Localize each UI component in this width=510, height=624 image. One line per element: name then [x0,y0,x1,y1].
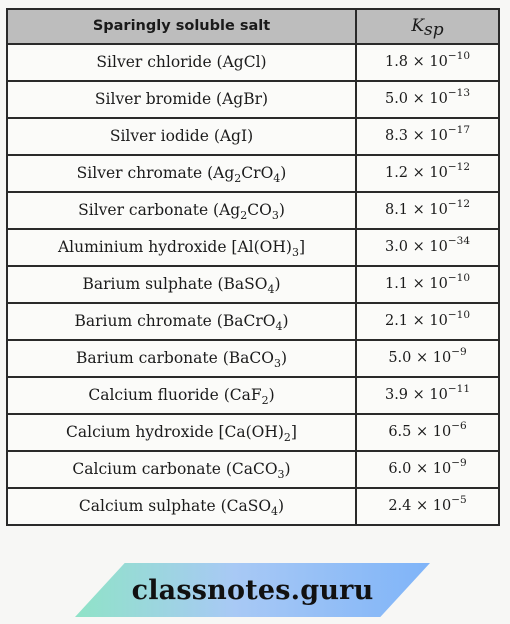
ksp-table [6,8,500,526]
ksp-value-cell [356,81,499,118]
ksp-exponent: −9 [451,346,467,359]
salt-name-part: Calcium carbonate (CaCO [72,459,278,478]
ksp-exponent: −11 [447,383,471,396]
salt-name-cell [7,340,356,377]
table-row [7,155,499,192]
ksp-exponent: −10 [447,309,471,322]
ksp-value-cell [356,192,499,229]
ksp-base: 10 [432,424,452,441]
ksp-mantissa: 1.2 [384,165,409,182]
salt-name-part: Calcium fluoride (CaF [88,385,262,404]
salt-name-cell [7,377,356,414]
salt-name: Silver iodide (AgI) [109,126,254,145]
times-sign: × [412,202,425,219]
formula-subscript: 4 [275,319,283,333]
ksp-mantissa: 2.4 [388,498,412,515]
salt-name-cell [7,303,356,340]
ksp-value-cell [356,229,499,266]
ksp-base: 10 [429,54,448,71]
times-sign: × [412,387,425,404]
column-header-salt: Sparingly soluble salt [7,9,356,44]
salt-name-part: Silver chromate (Ag [76,163,235,182]
salt-name-part: ) [268,385,275,404]
formula-subscript: 3 [271,208,279,222]
ksp-mantissa: 3.0 [384,239,409,256]
table-row [7,229,499,266]
ksp-mantissa: 1.8 [384,54,409,71]
ksp-value-cell [356,303,499,340]
ksp-base: 10 [432,498,452,515]
table-row [7,340,499,377]
ksp-base: 10 [429,239,448,256]
ksp-value-cell [356,451,499,488]
ksp-value-cell [356,44,499,81]
salt-name: Silver chloride (AgCl) [96,52,267,71]
ksp-mantissa: 1.1 [384,276,409,293]
ksp-exponent: −6 [451,420,467,433]
table-row [7,266,499,303]
ksp-mantissa: 8.3 [384,128,409,145]
ksp-mantissa: 6.5 [388,424,412,441]
ksp-value-cell [356,340,499,377]
salt-name-cell [7,44,356,81]
ksp-value-cell [356,488,499,525]
salt-name-part: Silver carbonate (Ag [78,200,241,219]
salt-name-part: ) [284,459,291,478]
ksp-mantissa: 5.0 [388,350,412,367]
formula-subscript: 3 [291,245,299,259]
ksp-value-cell [356,414,499,451]
ksp-exponent: −12 [447,198,471,211]
salt-name-part: ) [274,274,281,293]
salt-name-part: Barium chromate (BaCrO [74,311,276,330]
times-sign: × [415,424,429,441]
watermark-text: classnotes.guru [131,574,374,606]
salt-name: Silver bromide (AgBr) [94,89,269,108]
formula-subscript: 4 [267,282,275,296]
ksp-exponent: −5 [451,494,467,507]
formula-subscript: 4 [273,171,281,185]
ksp-base: 10 [429,91,448,108]
ksp-exponent: −13 [447,87,471,100]
ksp-mantissa: 6.0 [388,461,412,478]
times-sign: × [415,461,429,478]
salt-name-part: Aluminium hydroxide [Al(OH) [57,237,292,256]
formula-subscript: 3 [277,467,285,481]
ksp-base: 10 [432,350,452,367]
ksp-base: 10 [429,313,448,330]
salt-name-cell [7,81,356,118]
ksp-exponent: −34 [447,235,471,248]
table-row [7,414,499,451]
salt-name-cell [7,229,356,266]
ksp-exponent: −9 [451,457,467,470]
salt-name-part: ) [278,496,285,515]
salt-name-part: ) [278,200,285,219]
table-row [7,303,499,340]
formula-subscript: 2 [234,171,242,185]
salt-name-cell [7,451,356,488]
ksp-mantissa: 8.1 [384,202,409,219]
ksp-value-cell [356,266,499,303]
formula-subscript: 3 [273,356,281,370]
table-row [7,377,499,414]
times-sign: × [412,91,425,108]
table-row [7,44,499,81]
table-row [7,118,499,155]
ksp-exponent: −17 [447,124,471,137]
times-sign: × [412,165,425,182]
ksp-base: 10 [429,387,448,404]
ksp-table-container [6,8,498,526]
column-header-ksp [356,9,499,44]
salt-name-part: Calcium hydroxide [Ca(OH) [66,422,284,441]
salt-name-part: CO [247,200,272,219]
ksp-symbol: K [411,16,425,36]
times-sign: × [412,239,425,256]
ksp-mantissa: 2.1 [384,313,409,330]
times-sign: × [412,54,425,71]
salt-name-part: CrO [241,163,274,182]
ksp-mantissa: 3.9 [384,387,409,404]
table-row [7,451,499,488]
salt-name-part: Barium carbonate (BaCO [75,348,274,367]
formula-subscript: 2 [283,430,291,444]
ksp-mantissa: 5.0 [384,91,409,108]
ksp-base: 10 [429,276,448,293]
ksp-exponent: −10 [447,272,471,285]
salt-name-part: ) [280,348,288,367]
formula-subscript: 2 [261,393,269,407]
table-header-row [7,9,499,44]
watermark-banner [75,563,430,617]
table-row [7,81,499,118]
times-sign: × [412,313,425,330]
salt-name-part: ] [290,422,297,441]
salt-name-part: ) [280,163,287,182]
times-sign: × [415,350,429,367]
times-sign: × [415,498,429,515]
salt-name-part: Barium sulphate (BaSO [82,274,268,293]
ksp-base: 10 [429,202,448,219]
salt-name-cell [7,266,356,303]
salt-name-cell [7,118,356,155]
salt-name-part: ) [282,311,289,330]
ksp-base: 10 [429,128,448,145]
salt-name-part: ] [298,237,306,256]
formula-subscript: 2 [240,208,248,222]
ksp-value-cell [356,155,499,192]
ksp-base: 10 [432,461,452,478]
salt-name-cell [7,414,356,451]
table-row [7,192,499,229]
ksp-base: 10 [429,165,448,182]
ksp-exponent: −10 [447,50,471,63]
ksp-value-cell [356,118,499,155]
times-sign: × [412,276,425,293]
salt-name-part: Calcium sulphate (CaSO [78,496,272,515]
salt-name-cell [7,488,356,525]
ksp-exponent: −12 [447,161,471,174]
salt-name-cell [7,155,356,192]
times-sign: × [412,128,425,145]
salt-name-cell [7,192,356,229]
table-row [7,488,499,525]
formula-subscript: 4 [271,504,279,518]
ksp-subscript: sp [424,20,444,40]
ksp-value-cell [356,377,499,414]
